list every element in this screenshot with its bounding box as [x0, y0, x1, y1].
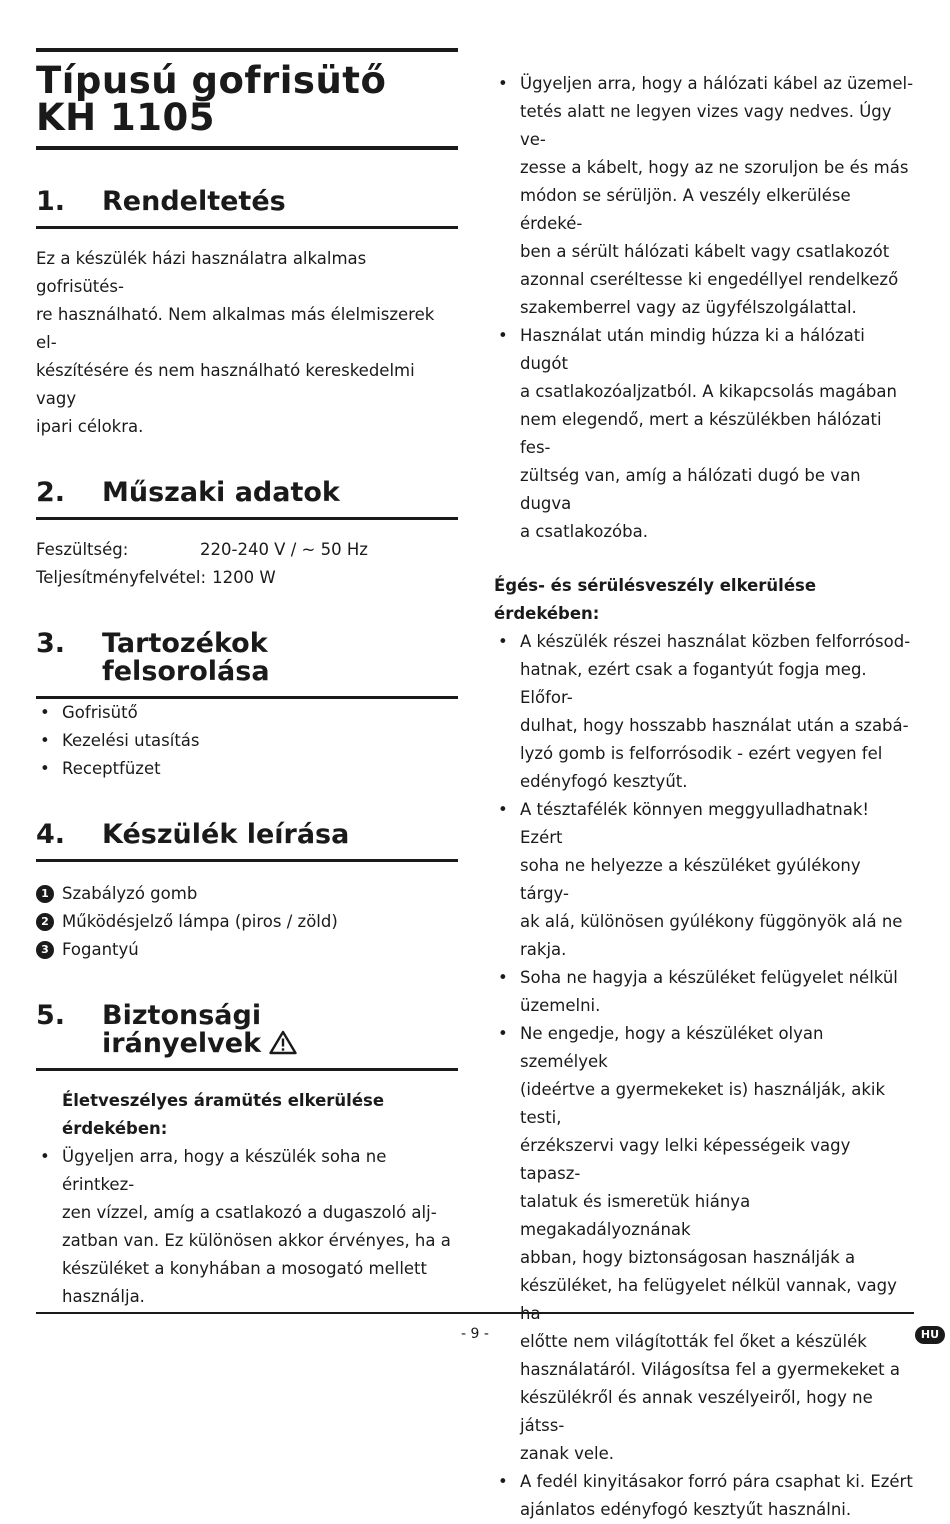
list-item [494, 1020, 914, 1468]
spec-row-voltage [36, 536, 458, 564]
part-item [36, 880, 458, 908]
text-line: • Soha ne hagyja a készüléket felügyelet nélkül [520, 968, 898, 987]
text-line: rakja. [520, 940, 567, 959]
text-line: használatáról. Világosítsa fel a gyermekeket a [520, 1360, 900, 1379]
electric-safety-list [36, 1143, 458, 1311]
text-line: abban, hogy biztonságosan használják a [520, 1248, 856, 1267]
text-line: • A fedél kinyitásakor forró pára csaphat ki. Ezért [520, 1472, 913, 1491]
text-line: készítésére és nem használható kereskedelmi vagy [36, 361, 415, 408]
text-line: zen vízzel, amíg a csatlakozó a dugaszoló alj- [62, 1203, 437, 1222]
burn-safety-list [494, 628, 914, 1524]
section-4-heading [36, 821, 458, 862]
section-2-heading [36, 479, 458, 520]
text-line: • Használat után mindig húzza ki a hálózati dugót [520, 326, 865, 373]
footer-rule [36, 1312, 914, 1314]
text-line: készüléket, ha felügyelet nélkül vannak, vagy [520, 1276, 897, 1295]
part-label: Szabályzó gomb [62, 884, 198, 903]
text-line: • Ügyeljen arra, hogy a készülék soha ne érintkez- [62, 1147, 387, 1194]
text-line: a csatlakozóba. [520, 522, 648, 541]
list-item [494, 322, 914, 546]
subheading-line: érdekében: [62, 1119, 168, 1138]
section-title: Készülék leírása [102, 819, 350, 850]
section-number: 1. [36, 186, 66, 217]
section-1-heading [36, 188, 458, 229]
section-number: 2. [36, 477, 66, 508]
text-line: zanak vele. [520, 1444, 615, 1463]
text-line: módon se sérüljön. A veszély elkerülése érdeké- [520, 186, 851, 233]
text-line: használja. [62, 1287, 145, 1306]
text-line: (ideértve a gyermekeket is) használják, akik testi, [520, 1080, 886, 1127]
text-line: • Ügyeljen arra, hogy a hálózati kábel az üzemel- [520, 74, 914, 93]
part-number-badge: 1 [36, 885, 54, 903]
text-line: hatnak, ezért csak a fogantyút fogja meg. Előfor- [520, 660, 867, 707]
burn-injury-subheading [494, 572, 914, 628]
text-line: soha ne helyezze a készüléket gyúlékony tárgy- [520, 856, 861, 903]
text-line: zesse a kábelt, hogy az ne szoruljon be és más [520, 158, 909, 177]
parts-list [36, 880, 458, 964]
subheading-line: érdekében: [494, 604, 600, 623]
text-line: ak alá, különösen gyúlékony függönyök alá ne [520, 912, 903, 931]
title-rule-top [36, 48, 458, 52]
list-item [494, 628, 914, 796]
text-line: ipari célokra. [36, 417, 144, 436]
text-line: re használható. Nem alkalmas más élelmiszerek el- [36, 305, 435, 352]
text-line: ajánlatos edényfogó kesztyűt használni. [520, 1500, 852, 1519]
section-title [102, 630, 458, 686]
text-line: a csatlakozóaljzatból. A kikapcsolás magában [520, 382, 897, 401]
list-item [494, 1468, 914, 1524]
text-line: érzékszervi vagy lelki képességeik vagy tapasz- [520, 1136, 851, 1183]
spec-key: Teljesítményfelvétel: [36, 568, 207, 587]
part-number-badge: 2 [36, 913, 54, 931]
section-title-line-2 [102, 1030, 458, 1058]
title-line-2: KH 1105 [36, 96, 215, 139]
text-line: zatban van. Ez különösen akkor érvényes, ha a [62, 1231, 451, 1250]
document-title [36, 59, 458, 139]
text-line: készülékről és annak veszélyeiről, hogy ne játss- [520, 1388, 873, 1435]
text-line: Ez a készülék házi használatra alkalmas gofrisütés- [36, 249, 367, 296]
text-line: • A tésztafélék könnyen meggyulladhatnak! Ezért [520, 800, 870, 847]
warning-triangle-icon [269, 1030, 297, 1055]
spec-value: 1200 W [212, 568, 276, 587]
text-line: lyzó gomb is felforrósodik - ezért vegyen fel [520, 744, 883, 763]
purpose-paragraph [36, 245, 458, 441]
section-5-heading [36, 1002, 458, 1071]
section-title-text: irányelvek [102, 1028, 262, 1059]
accessories-list [36, 699, 458, 783]
section-title-line-2: felsorolása [102, 656, 270, 687]
text-line: szakemberrel vagy az ügyfélszolgálattal. [520, 298, 857, 317]
text-line: dulhat, hogy hosszabb használat után a szabá- [520, 716, 909, 735]
list-item: • Gofrisütő [36, 699, 458, 727]
section-title-line-1: Biztonsági [102, 1000, 262, 1031]
text-line: készüléket a konyhában a mosogató mellett [62, 1259, 427, 1278]
list-item [494, 70, 914, 322]
section-number: 3. [36, 628, 66, 659]
list-item [494, 964, 914, 1020]
text-line: ben a sérült hálózati kábelt vagy csatlakozót [520, 242, 890, 261]
text-line: tetés alatt ne legyen vizes vagy nedves. Úgy ve- [520, 102, 892, 149]
text-line: azonnal cseréltesse ki engedéllyel rendelkező [520, 270, 899, 289]
page-number: - 9 - [461, 1326, 489, 1342]
spec-row-power [36, 564, 458, 592]
title-line-1: Típusú gofrisütő [36, 59, 387, 102]
text-line: talatuk és ismeretük hiánya megakadályoznának [520, 1192, 751, 1239]
list-item: • Kezelési utasítás [36, 727, 458, 755]
spec-value: 220-240 V / ~ 50 Hz [200, 540, 368, 559]
section-title: Műszaki adatok [102, 477, 340, 508]
part-label: Működésjelző lámpa (piros / zöld) [62, 912, 338, 931]
section-number: 4. [36, 819, 66, 850]
subheading-line: Életveszélyes áramütés elkerülése [62, 1091, 385, 1110]
part-number-badge: 3 [36, 941, 54, 959]
subheading-line: Égés- és sérülésveszély elkerülése [494, 576, 817, 595]
part-label: Fogantyú [62, 940, 139, 959]
text-line: edényfogó kesztyűt. [520, 772, 688, 791]
electric-shock-subheading [36, 1087, 458, 1143]
left-column [36, 48, 458, 1311]
text-line: zültség van, amíg a hálózati dugó be van dugva [520, 466, 861, 513]
specs-table [36, 536, 458, 592]
language-badge: HU [915, 1326, 945, 1344]
text-line: • Ne engedje, hogy a készüléket olyan személyek [520, 1024, 824, 1071]
text-line: üzemelni. [520, 996, 601, 1015]
part-item [36, 908, 458, 936]
electric-safety-list-continued [494, 70, 914, 546]
text-line: • A készülék részei használat közben felforrósod- [520, 632, 911, 651]
list-item [494, 796, 914, 964]
list-item [36, 1143, 458, 1311]
section-title-line-1: Tartozékok [102, 628, 268, 659]
section-3-heading [36, 630, 458, 699]
list-item: • Receptfüzet [36, 755, 458, 783]
section-number: 5. [36, 1000, 66, 1031]
text-line: előtte nem világították fel őket a készülék [520, 1332, 867, 1351]
right-column [494, 70, 914, 1524]
spec-key: Feszültség: [36, 540, 129, 559]
section-title [102, 1002, 458, 1058]
section-title: Rendeltetés [102, 186, 286, 217]
text-line: nem elegendő, mert a készülékben hálózati fes- [520, 410, 882, 457]
part-item [36, 936, 458, 964]
title-rule-bottom [36, 146, 458, 150]
